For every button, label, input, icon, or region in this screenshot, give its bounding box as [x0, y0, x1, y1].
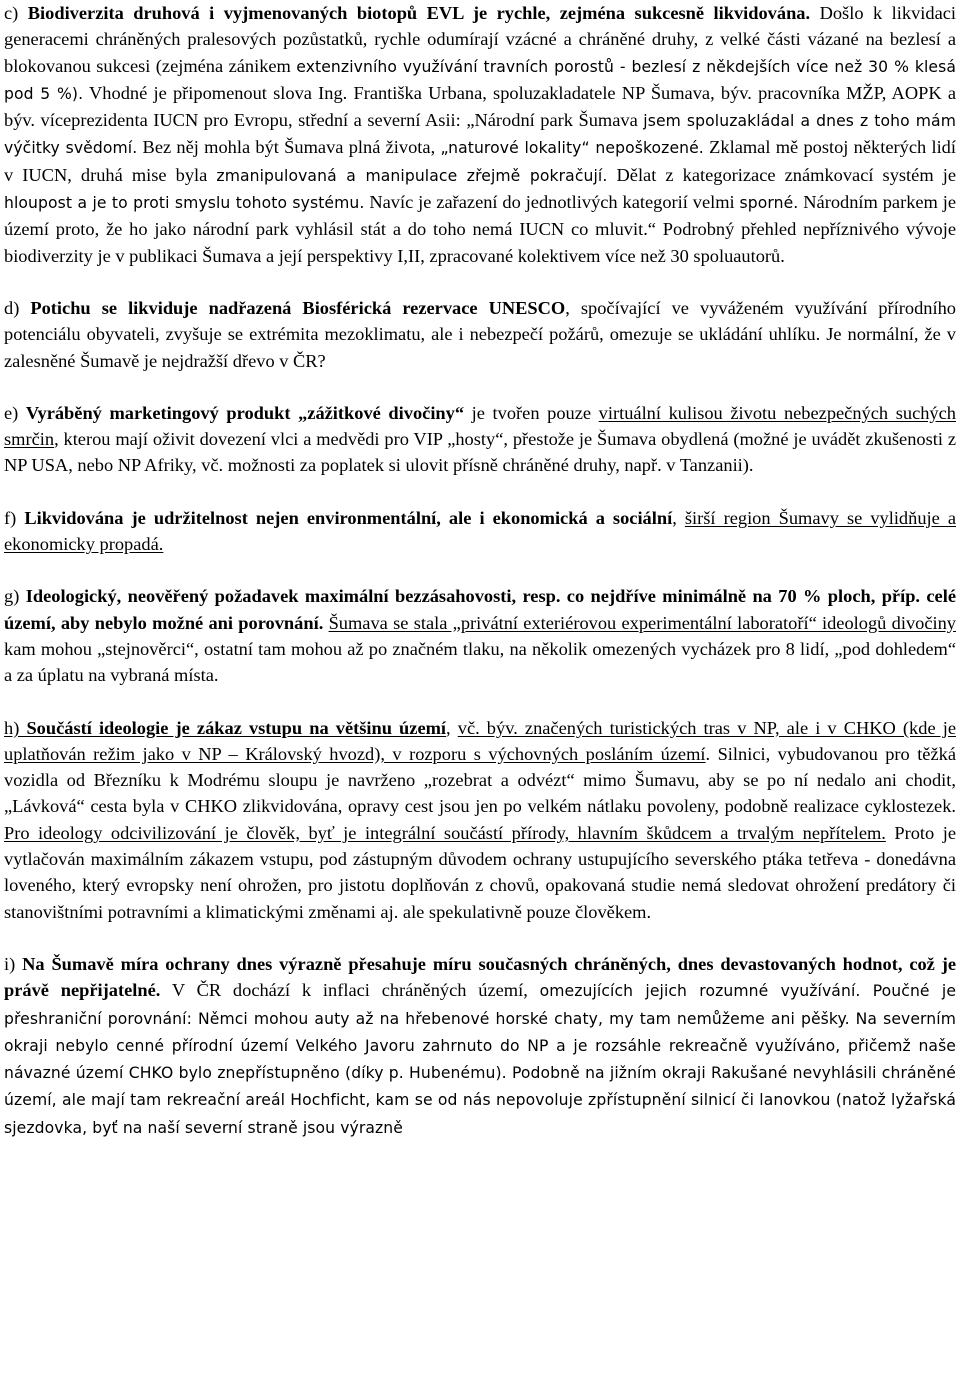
- paragraph-gap: [4, 689, 956, 715]
- paragraph-gap: [4, 269, 956, 295]
- text-run: Na Šumavě míra ochrany dnes výrazně přesahuje míru současných chráněných, dnes devastovaných hodnot, což je právě nepřijatelné.: [4, 953, 956, 1001]
- text-run: Bez něj mohla být Šumava plná života,: [137, 137, 441, 158]
- text-run: Proto je vytlačován maximálním zákazem vstupu, pod zástupným důvodem ochrany ustupujícího severského ptáka tetřeva - donedávna loveného, který evropsky není ohrožen, pro jistotu doplňován z chovů, opakovaná studie nemá sledovat ohrožení predátory či stanovištními potravními a klimatickými změnami aj. ale spekulativně pouze člověkem.: [4, 822, 956, 922]
- text-run: Likvidována je udržitelnost nejen environmentální, ale i ekonomická a sociální: [24, 507, 673, 528]
- text-run: ,: [446, 717, 458, 738]
- text-run: f): [4, 507, 25, 528]
- text-run: vč. býv. značených turistických tras v NP, ale i v CHKO (kde je uplatňován režim jako v NP – Královský hvozd), v rozporu s výchovných posláním území: [4, 717, 956, 764]
- document-page: [4, 0, 956, 1141]
- paragraph-h: [4, 715, 956, 925]
- text-run: širší region Šumavy se vylidňuje a ekonomicky propadá.: [4, 507, 957, 555]
- paragraph-i: [4, 951, 956, 1141]
- text-run: Biodiverzita druhová i vyjmenovaných biotopů EVL je rychle, zejména sukcesně likvidována.: [27, 3, 811, 23]
- text-run: c): [4, 3, 28, 23]
- text-run: , kterou mají oživit dovezení vlci a medvědi pro VIP „hosty“, přestože je Šumava obydlená (možné je uvádět zkušenosti z NP USA, nebo NP Afriky, vč. možnosti za poplatek si ulovit přísně chráněné druhy, např. v Tanzanii).: [4, 429, 956, 476]
- text-run: je tvořen pouze: [464, 402, 599, 423]
- text-run: hloupost a je to proti smyslu tohoto systému.: [4, 194, 365, 213]
- text-run: Vyráběný marketingový produkt „zážitkové divočiny“: [25, 402, 465, 423]
- text-run: V ČR dochází k inflaci chráněných území,: [160, 980, 540, 1001]
- text-run: g): [4, 586, 26, 607]
- text-run: Pro ideology odcivilizování je člověk, byť je integrální součástí přírody, hlavním škůdcem a trvalým nepřítelem.: [4, 822, 886, 843]
- text-run: i): [4, 953, 23, 974]
- text-run: sporné.: [739, 194, 799, 213]
- text-run: , spočívající ve vyváženém využívání přírodního potenciálu obyvateli, zvyšuje se extrémita mezoklimatu, ale i nebezpečí požárů, omezuje se ukládání uhlíku. Je normální, že v zalesněné Šumavě je nejdražší dřevo v ČR?: [4, 297, 956, 371]
- text-run: Zklamal mě postoj některých lidí v IUCN, druhá mise byla: [4, 137, 956, 185]
- paragraph-f: [4, 505, 956, 558]
- text-run: omezujících jejich rozumné využívání. Poučné je přeshraniční porovnání: Němci mohou auty až na hřebenové horské chaty, my tam nemůžeme ani pěšky. Na severním okraji nebylo cenné přírodní území Velkého Javoru zahrnuto do NP a je rozsáhle rekreačně využíváno, přičemž naše návazné území CHKO bylo znepřístupněno (díky p. Hubenému). Podobně na jižním okraji Rakušané nevyhlásili chráněné území, ale mají tam rekreační areál Hochficht, kam se od nás nepovoluje zpřístupnění silnicí či lanovkou (natož lyžařská sjezdovka, byť na naší severní straně jsou výrazně: [4, 982, 957, 1137]
- text-run: kam mohou „stejnověrci“, ostatní tam mohou až po značném tlaku, na několik omezených vycházek pro 8 lidí, „pod dohledem“ a za úplatu na vybraná místa.: [4, 638, 956, 686]
- paragraph-e: [4, 400, 956, 479]
- paragraph-gap: [4, 479, 956, 505]
- text-run: Navíc je zařazení do jednotlivých kategorií velmi: [364, 192, 740, 213]
- text-run: Vhodné je připomenout slova Ing. Františka Urbana, spoluzakladatele NP Šumava, býv. pracovníka MŽP, AOPK a býv. víceprezidenta IUCN pro Evropu, střední a severní Asii: „Národní park Šumava: [4, 82, 956, 131]
- text-run: Šumava se stala „privátní exteriérovou experimentální laboratoří“ ideologů divočiny: [328, 612, 956, 633]
- text-run: extenzivního využívání travních porostů - bezlesí z někdejších více než 30 % klesá pod 5 %).: [4, 57, 956, 103]
- text-run: e): [4, 402, 26, 423]
- paragraph-gap: [4, 925, 956, 951]
- text-run: Potichu se likviduje nadřazená Biosférická rezervace UNESCO: [30, 297, 566, 318]
- text-run: Součástí ideologie je zákaz vstupu na většinu území: [26, 717, 447, 738]
- text-run: d): [4, 297, 31, 318]
- paragraph-g: [4, 583, 956, 688]
- text-run: „naturové lokality“ nepoškozené.: [440, 139, 704, 158]
- text-run: Dělat z kategorizace známkovací systém je: [607, 164, 956, 185]
- text-run: jsem spoluzakládal a dnes z toho mám výčitky svědomí.: [4, 112, 956, 158]
- paragraph-c: [4, 0, 956, 269]
- text-run: Národním parkem je území proto, že ho jako národní park vyhlásil stát a do toho nemá IUCN co mluvit.“ Podrobný přehled nepříznivého vývoje biodiverzity je v publikaci Šumava a její perspektivy I,II, zpracované kolektivem více než 30 spoluautorů.: [4, 192, 957, 266]
- text-run: Ideologický, neověřený požadavek maximální bezzásahovosti, resp. co nejdříve minimálně na 70 % ploch, příp. celé území, aby nebylo možné ani porovnání.: [4, 586, 956, 633]
- text-run: ,: [672, 507, 685, 528]
- text-run: zmanipulovaná a manipulace zřejmě pokračují.: [216, 166, 608, 185]
- text-run: . Silnici, vybudovanou pro těžká vozidla od Březníku k Modrému sloupu je navrženo „rozebrat a odvézt“ mimo Šumavu, aby se po ní nedalo ani chodit, „Lávková“ cesta byla v CHKO zlikvidována, opravy cest jsou jen po velkém nátlaku povoleny, podobně realizace cyklostezek.: [4, 743, 956, 817]
- text-run: Došlo k likvidaci generacemi chráněných pralesových pozůstatků, rychle odumírají vzácné a chráněné druhy, z velké části vázané na bezlesí a blokovanou sukcesi (zejména zánikem: [4, 3, 957, 76]
- text-run: h): [4, 717, 27, 738]
- paragraph-gap: [4, 557, 956, 583]
- paragraph-d: [4, 295, 956, 374]
- paragraph-gap: [4, 374, 956, 400]
- text-run: virtuální kulisou životu nebezpečných suchých smrčin: [4, 402, 956, 450]
